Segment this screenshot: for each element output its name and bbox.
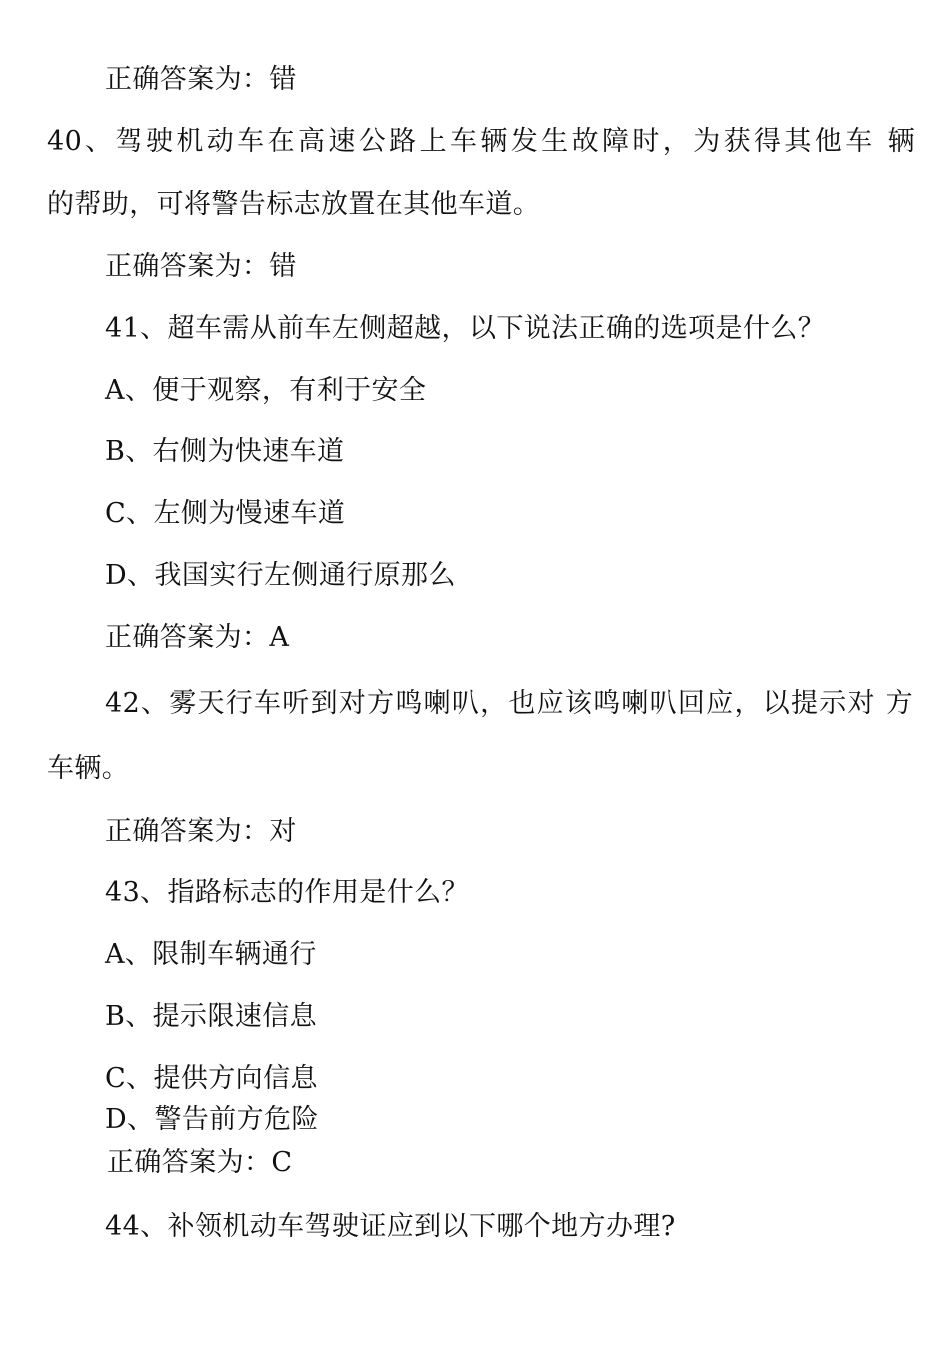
option-line: C、提供方向信息 bbox=[105, 1063, 318, 1094]
option-line: C、左侧为慢速车道 bbox=[105, 498, 346, 529]
question-line: 车辆。 bbox=[47, 753, 130, 784]
option-line: B、提示限速信息 bbox=[105, 1001, 318, 1032]
answer-line: 正确答案为：错 bbox=[105, 251, 297, 282]
option-line: D、警告前方危险 bbox=[105, 1104, 319, 1135]
question-line: 41、超车需从前车左侧超越，以下说法正确的选项是什么？ bbox=[105, 313, 826, 344]
question-line: 44、补领机动车驾驶证应到以下哪个地方办理? bbox=[105, 1211, 676, 1242]
question-line: 的帮助，可将警告标志放置在其他车道。 bbox=[47, 189, 541, 220]
question-line: 42、雾天行车听到对方鸣喇叭，也应该鸣喇叭回应，以提示对 方 bbox=[105, 688, 913, 719]
answer-line: 正确答案为：C bbox=[107, 1147, 293, 1178]
question-line: 40、驾驶机动车在高速公路上车辆发生故障时，为获得其他车 辆 bbox=[47, 126, 915, 157]
option-line: D、我国实行左侧通行原那么 bbox=[105, 560, 456, 591]
option-line: B、右侧为快速车道 bbox=[105, 436, 345, 467]
answer-line: 正确答案为：对 bbox=[105, 816, 297, 847]
question-line: 43、指路标志的作用是什么？ bbox=[105, 877, 469, 908]
option-line: A、便于观察，有利于安全 bbox=[105, 375, 427, 406]
option-line: A、限制车辆通行 bbox=[105, 939, 317, 970]
answer-line: 正确答案为：错 bbox=[105, 64, 297, 95]
answer-line: 正确答案为：A bbox=[105, 622, 290, 653]
